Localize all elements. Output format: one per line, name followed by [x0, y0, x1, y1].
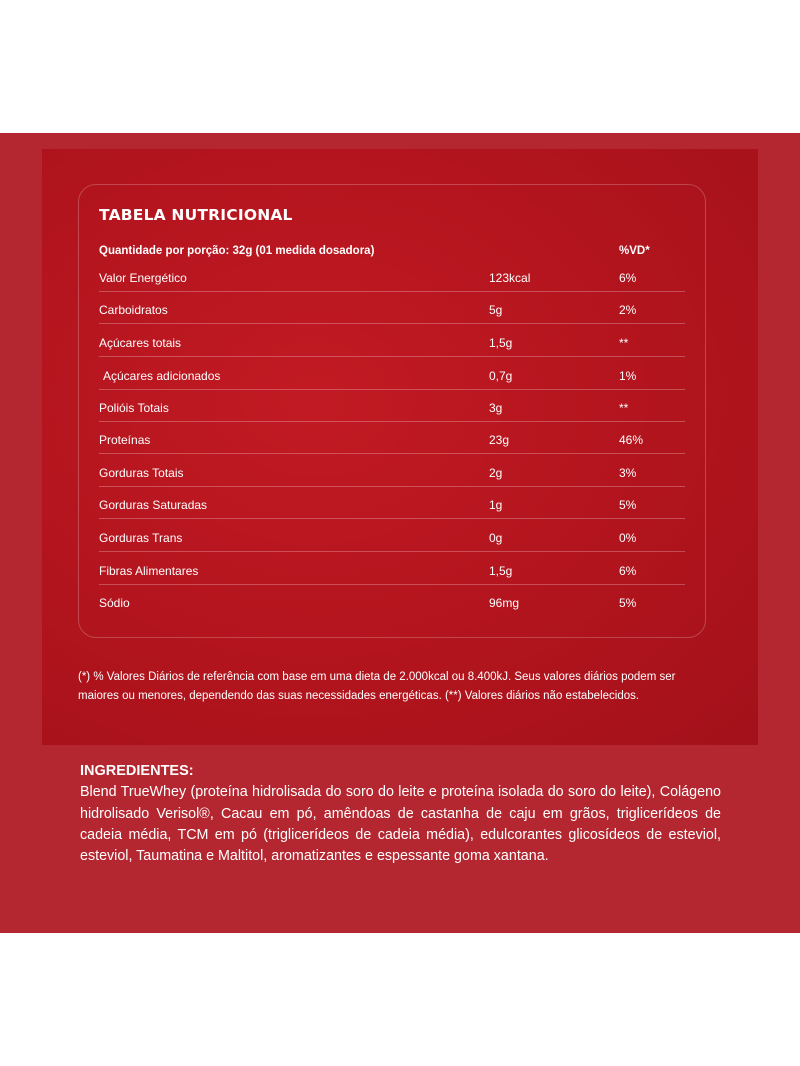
- row-divider: [99, 486, 685, 487]
- row-divider: [99, 291, 685, 292]
- table-row: [99, 466, 685, 498]
- table-header-row: [99, 245, 685, 261]
- row-divider: [99, 389, 685, 390]
- nutrient-name: Sódio: [99, 596, 130, 610]
- row-divider: [99, 356, 685, 357]
- nutrient-name: Valor Energético: [99, 271, 187, 285]
- nutrient-amount: 1,5g: [489, 564, 513, 578]
- table-row: [99, 433, 685, 465]
- table-row: [99, 369, 685, 401]
- nutrient-vd: 0%: [619, 531, 637, 545]
- table-row: [99, 596, 685, 628]
- row-divider: [99, 551, 685, 552]
- table-row: [99, 401, 685, 433]
- portion-label: Quantidade por porção: 32g (01 medida dosadora): [99, 245, 375, 257]
- ingredients-title: INGREDIENTES:: [80, 763, 194, 779]
- nutrient-vd: 5%: [619, 498, 637, 512]
- table-row: [99, 564, 685, 596]
- nutrient-amount: 96mg: [489, 596, 520, 610]
- row-divider: [99, 421, 685, 422]
- nutrient-name: Açúcares totais: [99, 336, 182, 350]
- nutrient-name: Proteínas: [99, 433, 151, 447]
- row-divider: [99, 518, 685, 519]
- nutrient-vd: **: [619, 336, 629, 350]
- nutrient-vd: 1%: [619, 369, 637, 383]
- nutrient-amount: 0g: [489, 531, 503, 545]
- row-divider: [99, 453, 685, 454]
- ingredients-section: [80, 761, 721, 867]
- nutrient-vd: 46%: [619, 433, 644, 447]
- nutrient-amount: 1,5g: [489, 336, 513, 350]
- nutrition-table-title: TABELA NUTRICIONAL: [99, 206, 293, 224]
- nutrient-vd: **: [619, 401, 629, 415]
- table-row: [99, 271, 685, 303]
- nutrient-name: Gorduras Totais: [99, 466, 184, 480]
- row-divider: [99, 584, 685, 585]
- nutrient-amount: 1g: [489, 498, 503, 512]
- nutrient-amount: 2g: [489, 466, 503, 480]
- nutrient-name: Açúcares adicionados: [103, 369, 221, 383]
- nutrient-vd: 6%: [619, 564, 637, 578]
- table-row: [99, 531, 685, 563]
- nutrient-amount: 23g: [489, 433, 510, 447]
- nutrient-vd: 6%: [619, 271, 637, 285]
- nutrient-amount: 3g: [489, 401, 503, 415]
- nutrient-amount: 5g: [489, 303, 503, 317]
- table-row: [99, 336, 685, 368]
- ingredients-text: Blend TrueWhey (proteína hidrolisada do soro do leite e proteína isolada do soro do leite), Colágeno hidrolisado Verisol®, Cacau em pó, amêndoas de castanha de caju em grãos, triglicerídeos de cadeia média, TCM em pó (triglicerídeos de cadeia média), edulcorantes glicosídeos de esteviol, esteviol, Taumatina e Maltitol, aromatizantes e espessante goma xantana.: [80, 784, 721, 865]
- nutrient-name: Gorduras Trans: [99, 531, 183, 545]
- daily-values-footnote: (*) % Valores Diários de referência com base em uma dieta de 2.000kcal ou 8.400kJ. Seus valores diários podem ser maiores ou menores, dependendo das suas necessidades energéticas. (**) Valores diários não estabelecidos.: [78, 671, 676, 702]
- nutrient-name: Fibras Alimentares: [99, 564, 199, 578]
- vd-header: %VD*: [619, 245, 650, 257]
- nutrient-name: Gorduras Saturadas: [99, 498, 208, 512]
- nutrient-amount: 0,7g: [489, 369, 513, 383]
- nutrient-name: Carboidratos: [99, 303, 168, 317]
- table-row: [99, 498, 685, 530]
- nutrient-name: Polióis Totais: [99, 401, 169, 415]
- nutrient-amount: 123kcal: [489, 271, 531, 285]
- nutrient-vd: 3%: [619, 466, 637, 480]
- nutrient-vd: 5%: [619, 596, 637, 610]
- table-row: [99, 303, 685, 335]
- nutrient-vd: 2%: [619, 303, 637, 317]
- row-divider: [99, 323, 685, 324]
